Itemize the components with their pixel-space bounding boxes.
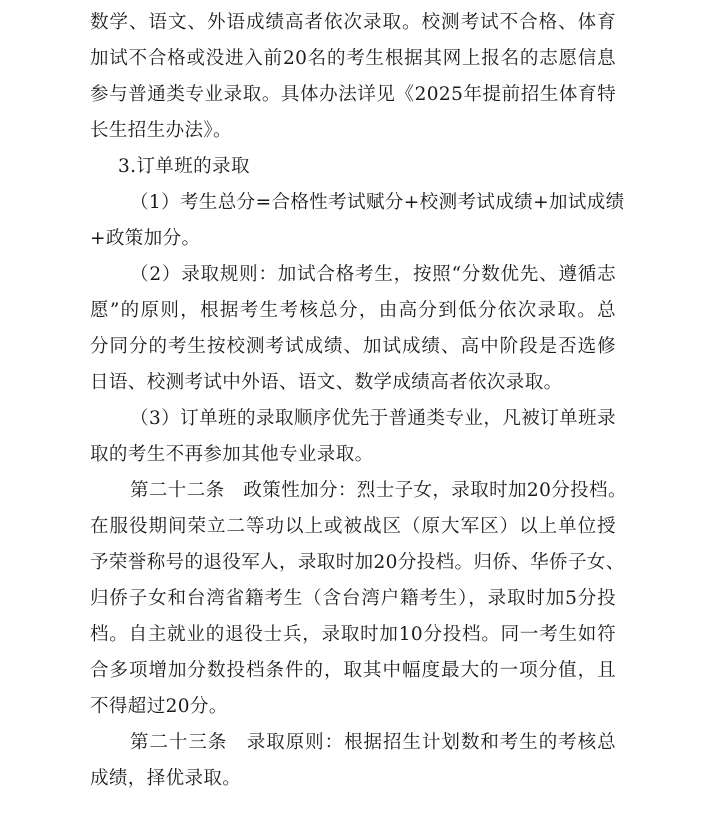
text-line: 加试不合格或没进入前20名的考生根据其网上报名的志愿信息 bbox=[90, 48, 616, 69]
article-23-line: 第二十三条 录取原则：根据招生计划数和考生的考核总 bbox=[130, 732, 616, 753]
text-line: （3）订单班的录取顺序优先于普通类专业，凡被订单班录 bbox=[130, 408, 616, 429]
text-line: +政策加分。 bbox=[90, 228, 201, 249]
text-line: 档。自主就业的退役士兵，录取时加10分投档。同一考生如符 bbox=[90, 624, 616, 645]
text-line: （2）录取规则：加试合格考生，按照“分数优先、遵循志 bbox=[130, 264, 616, 285]
section-heading: 3.订单班的录取 bbox=[118, 156, 250, 177]
text-line: （1）考生总分=合格性考试赋分+校测考试成绩+加试成绩 bbox=[130, 192, 625, 213]
text-line: 取的考生不再参加其他专业录取。 bbox=[90, 444, 374, 465]
text-line: 分同分的考生按校测考试成绩、加试成绩、高中阶段是否选修 bbox=[90, 336, 616, 357]
text-line: 合多项增加分数投档条件的，取其中幅度最大的一项分值，且 bbox=[90, 660, 616, 681]
text-line: 数学、语文、外语成绩高者依次录取。校测考试不合格、体育 bbox=[90, 12, 616, 33]
text-line: 参与普通类专业录取。具体办法详见《2025年提前招生体育特 bbox=[90, 84, 616, 105]
text-line: 归侨子女和台湾省籍考生（含台湾户籍考生），录取时加5分投 bbox=[90, 588, 616, 609]
text-line: 长生招生办法》。 bbox=[90, 120, 232, 141]
article-22-line: 第二十二条 政策性加分：烈士子女，录取时加20分投档。 bbox=[130, 480, 627, 501]
text-line: 在服役期间荣立二等功以上或被战区（原大军区）以上单位授 bbox=[90, 516, 616, 537]
text-line: 愿”的原则，根据考生考核总分，由高分到低分依次录取。总 bbox=[90, 300, 616, 321]
text-line: 日语、校测考试中外语、语文、数学成绩高者依次录取。 bbox=[90, 372, 563, 393]
text-line: 予荣誉称号的退役军人，录取时加20分投档。归侨、华侨子女、 bbox=[90, 552, 625, 573]
text-line: 成绩，择优录取。 bbox=[90, 768, 242, 789]
text-line: 不得超过20分。 bbox=[90, 696, 228, 717]
